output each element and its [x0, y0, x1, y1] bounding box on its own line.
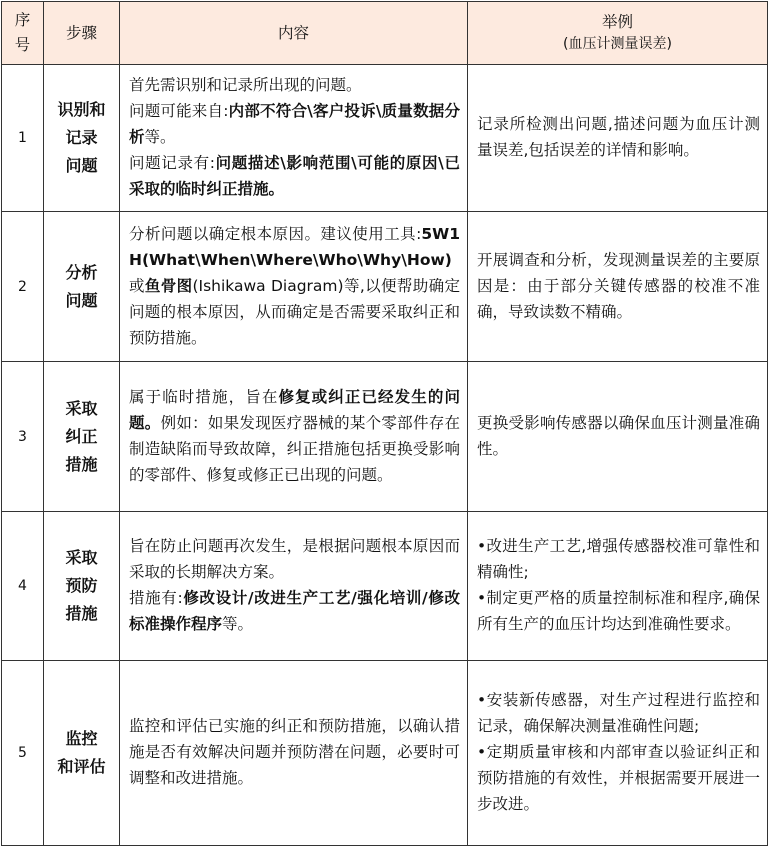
- content-paragraph: [129, 585, 460, 637]
- example-bullet: •安装新传感器，对生产过程进行监控和记录，确保解决测量准确性问题;: [477, 691, 760, 735]
- row-content: 监控和评估已实施的纠正和预防措施，以确认措施是否有效解决问题并预防潜在问题，必要时可调整和改进措施。: [120, 661, 468, 846]
- step-line: 记录: [65, 128, 98, 147]
- step-line: 预防: [65, 576, 98, 595]
- content-emphasis: 修复或纠正已经发生的问题。: [129, 387, 460, 432]
- row-content: [120, 512, 468, 661]
- step-line: 识别和: [57, 100, 106, 119]
- table-row: [2, 65, 768, 212]
- content-emphasis: 问题描述\影响范围\可能的原因\已采取的临时纠正措施。: [129, 154, 460, 198]
- row-content: [120, 362, 468, 512]
- content-paragraph: [129, 150, 460, 202]
- step-line: 采取: [65, 548, 98, 567]
- step-line: 监控: [65, 729, 98, 748]
- header-content: 内容: [120, 2, 468, 65]
- content-text: 首先需识别和记录所出现的问题。: [129, 76, 362, 94]
- row-example: 更换受影响传感器以确保血压计测量准确性。: [468, 362, 768, 512]
- table-row: [2, 512, 768, 661]
- row-example: [468, 512, 768, 661]
- header-seq-line2: 号: [14, 36, 31, 54]
- step-line: 问题: [65, 290, 98, 310]
- row-seq: 3: [2, 362, 44, 512]
- header-row: [2, 2, 768, 65]
- row-seq: 5: [2, 661, 44, 846]
- content-text: 旨在防止问题再次发生，是根据问题根本原因而采取的长期解决方案。: [129, 537, 460, 581]
- row-example: 记录所检测出问题,描述问题为血压计测量误差,包括误差的详情和影响。: [468, 65, 768, 212]
- row-step: [44, 212, 120, 362]
- capa-table: [1, 1, 768, 846]
- content-emphasis: 内部不符合\客户投诉\质量数据分析: [129, 102, 460, 146]
- row-step: [44, 65, 120, 212]
- content-text: 问题可能来自:: [129, 102, 229, 120]
- header-seq: [2, 2, 44, 65]
- step-line: 措施: [65, 604, 98, 623]
- example-bullet: •改进生产工艺,增强传感器校准可靠性和精确性;: [477, 537, 760, 581]
- row-seq: 2: [2, 212, 44, 362]
- content-text: 措施有:: [129, 589, 183, 607]
- step-line: 纠正: [65, 426, 98, 446]
- table-row: [2, 661, 768, 846]
- step-line: 分析: [65, 262, 98, 282]
- content-text: 等。: [222, 615, 254, 633]
- example-bullet: •定期质量审核和内部审查以验证纠正和预防措施的有效性，并根据需要开展进一步改进。: [477, 743, 760, 813]
- step-line: 问题: [65, 156, 98, 175]
- row-step: [44, 512, 120, 661]
- table-row: [2, 362, 768, 512]
- row-example: [468, 661, 768, 846]
- step-line: 措施: [65, 454, 98, 474]
- content-text: 分析问题以确定根本原因。建议使用工具:: [129, 224, 422, 243]
- example-bullet: •制定更严格的质量控制标准和程序,确保所有生产的血压计均达到准确性要求。: [477, 589, 760, 633]
- content-paragraph: [129, 221, 460, 351]
- header-example-title: 举例: [601, 13, 633, 31]
- content-paragraph: [129, 98, 460, 150]
- row-seq: 4: [2, 512, 44, 661]
- content-emphasis: 修改设计/改进生产工艺/强化培训/修改标准操作程序: [129, 589, 460, 633]
- content-text: (Ishikawa Diagram): [192, 276, 344, 295]
- row-content: [120, 65, 468, 212]
- header-step: 步骤: [44, 2, 120, 65]
- row-seq: 1: [2, 65, 44, 212]
- row-step: [44, 362, 120, 512]
- row-content: [120, 212, 468, 362]
- header-example: [468, 2, 768, 65]
- content-text: 属于临时措施，旨在: [129, 387, 279, 406]
- row-example: 开展调查和分析，发现测量误差的主要原因是：由于部分关键传感器的校准不准确，导致读数不精确。: [468, 212, 768, 362]
- step-line: 和评估: [57, 757, 106, 776]
- content-text: 问题记录有:: [129, 154, 215, 172]
- header-seq-line1: 序: [14, 11, 31, 29]
- content-paragraph: [129, 384, 460, 488]
- table-row: [2, 212, 768, 362]
- row-step: [44, 661, 120, 846]
- content-text: 例如：如果发现医疗器械的某个零部件存在制造缺陷而导致故障，纠正措施包括更换受影响的零部件、修复或修正已出现的问题。: [129, 413, 460, 484]
- content-text: 或: [129, 276, 145, 295]
- header-example-subtitle: (血压计测量误差): [563, 36, 672, 52]
- content-emphasis: 鱼骨图: [144, 276, 193, 295]
- step-line: 采取: [65, 398, 98, 418]
- content-text: 等。: [144, 128, 176, 146]
- content-emphasis: 5W1H(What\When\Where\Who\Why\How): [129, 224, 460, 269]
- content-text: 等,以便帮助确定问题的根本原因，从而确定是否需要采取纠正和预防措施。: [129, 276, 460, 347]
